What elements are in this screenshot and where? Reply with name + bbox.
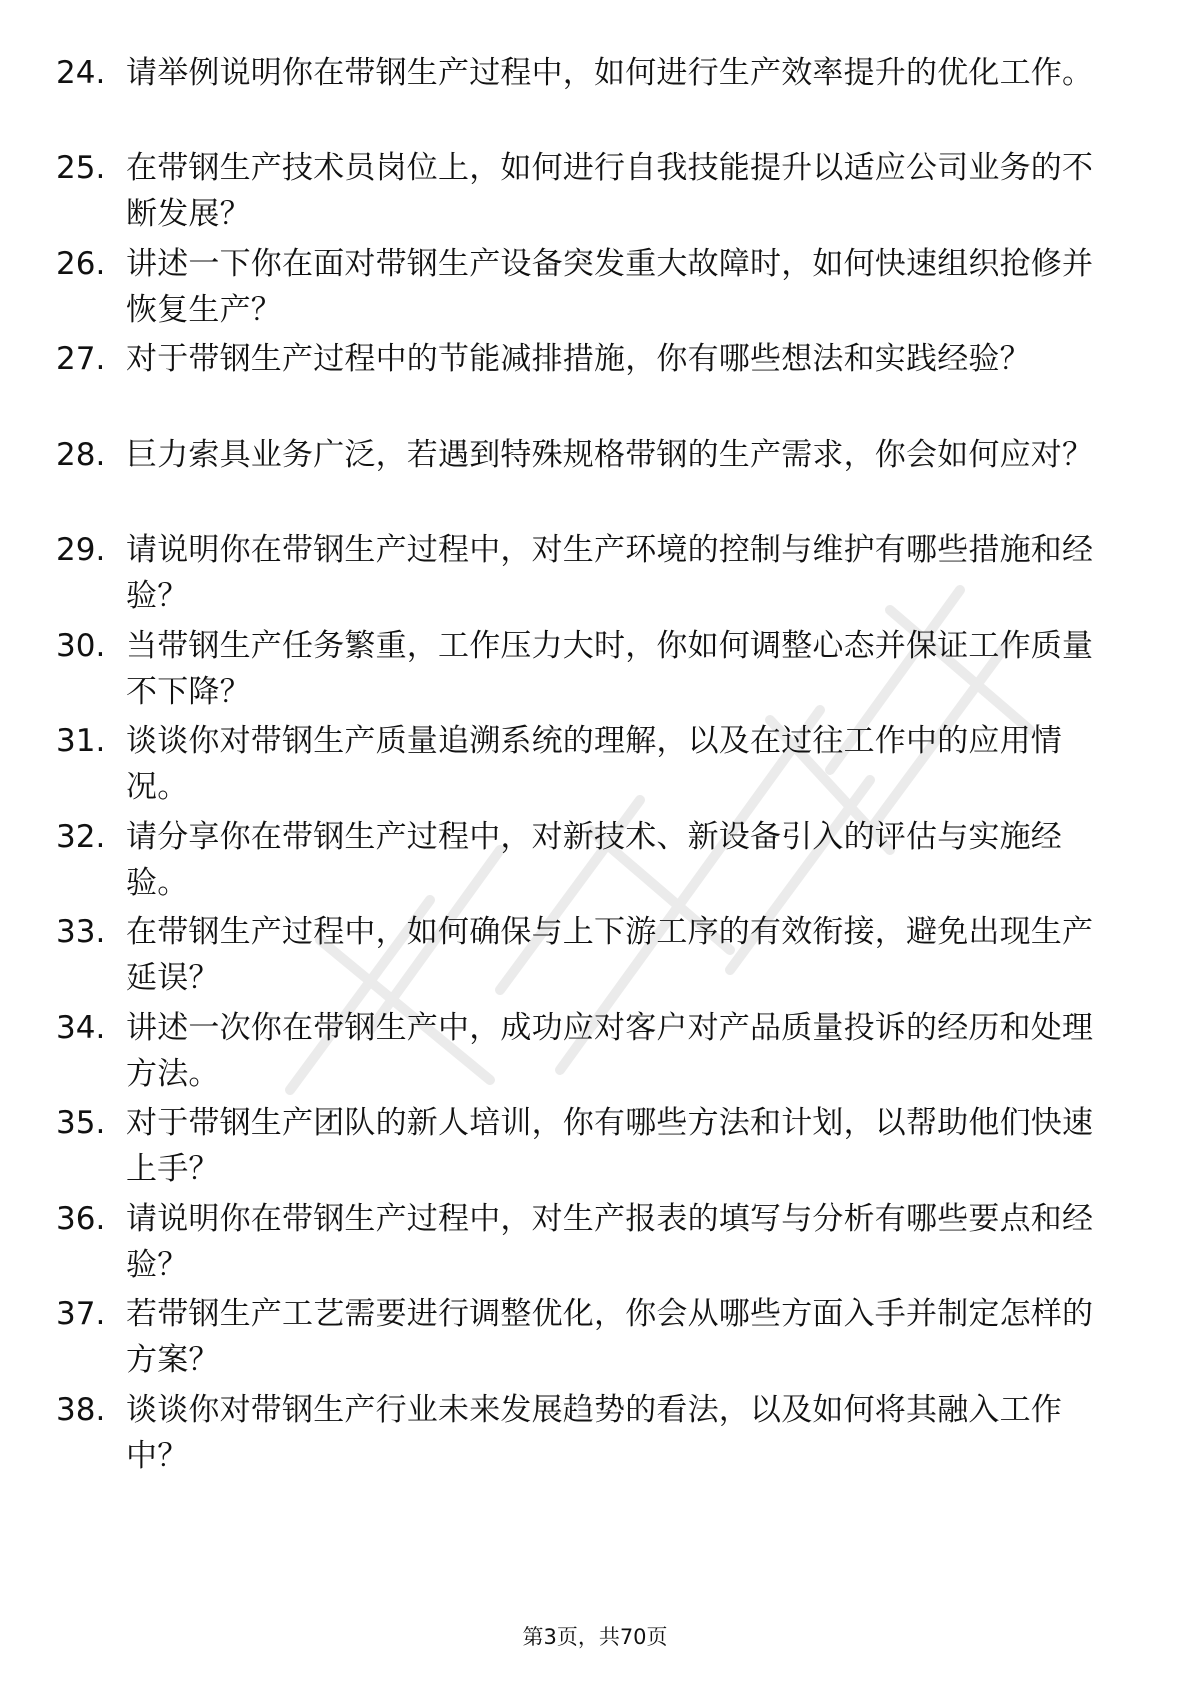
question-item (0, 718, 1190, 818)
question-text: 讲述一次你在带钢生产中，成功应对客户对产品质量投诉的经历和处理方法。 (126, 1010, 1094, 1092)
question-text: 巨力索具业务广泛，若遇到特殊规格带钢的生产需求，你会如何应对？ (126, 437, 1094, 473)
question-item (0, 1100, 1190, 1200)
question-item (0, 909, 1190, 1009)
question-item (0, 1291, 1190, 1391)
page-number-label: 第3页，共70页 (522, 1625, 668, 1649)
question-item (0, 814, 1190, 914)
question-item (0, 50, 1190, 150)
question-text: 若带钢生产工艺需要进行调整优化，你会从哪些方面入手并制定怎样的方案？ (126, 1296, 1094, 1378)
question-item (0, 241, 1190, 341)
question-number: 38. (56, 1392, 106, 1428)
question-number: 24. (56, 55, 106, 91)
question-text: 讲述一下你在面对带钢生产设备突发重大故障时，如何快速组织抢修并恢复生产？ (126, 246, 1094, 328)
question-number: 25. (56, 150, 106, 186)
question-text: 请说明你在带钢生产过程中，对生产报表的填写与分析有哪些要点和经验？ (126, 1201, 1094, 1283)
question-number: 37. (56, 1296, 106, 1332)
question-number: 33. (56, 914, 106, 950)
question-item (0, 336, 1190, 436)
question-text: 在带钢生产过程中，如何确保与上下游工序的有效衔接，避免出现生产延误？ (126, 914, 1094, 996)
question-number: 26. (56, 246, 106, 282)
page-footer (0, 1622, 1190, 1652)
question-text: 请说明你在带钢生产过程中，对生产环境的控制与维护有哪些措施和经验？ (126, 532, 1094, 614)
question-number: 30. (56, 628, 106, 664)
question-text: 对于带钢生产团队的新人培训，你有哪些方法和计划，以帮助他们快速上手？ (126, 1105, 1094, 1187)
question-number: 36. (56, 1201, 106, 1237)
question-text: 谈谈你对带钢生产质量追溯系统的理解，以及在过往工作中的应用情况。 (126, 723, 1062, 805)
question-number: 27. (56, 341, 106, 377)
question-item (0, 145, 1190, 245)
question-number: 35. (56, 1105, 106, 1141)
question-number: 31. (56, 723, 106, 759)
question-item (0, 527, 1190, 627)
question-item (0, 1196, 1190, 1296)
question-text: 谈谈你对带钢生产行业未来发展趋势的看法，以及如何将其融入工作中？ (126, 1392, 1062, 1474)
question-item (0, 623, 1190, 723)
question-item (0, 432, 1190, 532)
question-text: 对于带钢生产过程中的节能减排措施，你有哪些想法和实践经验？ (126, 341, 1031, 377)
question-text: 当带钢生产任务繁重，工作压力大时，你如何调整心态并保证工作质量不下降？ (126, 628, 1094, 710)
question-text: 请分享你在带钢生产过程中，对新技术、新设备引入的评估与实施经验。 (126, 819, 1062, 901)
question-text: 请举例说明你在带钢生产过程中，如何进行生产效率提升的优化工作。 (126, 55, 1094, 91)
question-item (0, 1005, 1190, 1105)
question-number: 28. (56, 437, 106, 473)
question-number: 29. (56, 532, 106, 568)
question-item (0, 1387, 1190, 1487)
question-text: 在带钢生产技术员岗位上，如何进行自我技能提升以适应公司业务的不断发展？ (126, 150, 1094, 232)
question-number: 34. (56, 1010, 106, 1046)
question-number: 32. (56, 819, 106, 855)
